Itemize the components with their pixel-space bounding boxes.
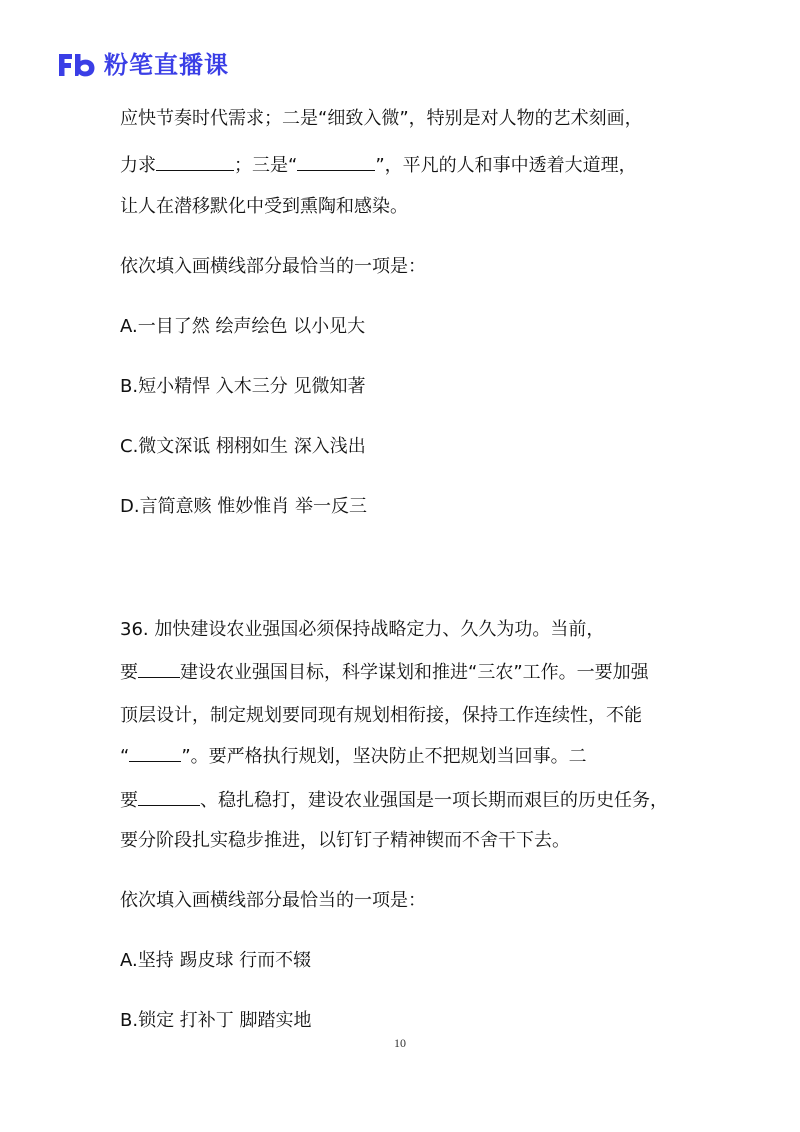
q36-prompt: 依次填入画横线部分最恰当的一项是： <box>120 890 426 911</box>
brand-name: 粉笔直播课 <box>104 51 229 79</box>
q35-prompt: 依次填入画横线部分最恰当的一项是： <box>120 256 426 277</box>
q35-option-a: A.一目了然 绘声绘色 以小见大 <box>120 316 366 337</box>
fill-blank <box>297 152 375 171</box>
q35-text-line: 让人在潜移默化中受到熏陶和感染。 <box>120 196 408 217</box>
q36-option-b: B.锁定 打补丁 脚踏实地 <box>120 1010 312 1031</box>
q36-text-line: 要 、稳扎稳打，建设农业强国是一项长期而艰巨的历史任务， <box>120 787 668 814</box>
q36-text-line: 要 建设农业强国目标，科学谋划和推进“三农”工作。一要加强 <box>120 659 649 686</box>
q35-text-line: 应快节奏时代需求；二是“细致入微”，特别是对人物的艺术刻画， <box>120 108 643 129</box>
q36-text-line: 36. 加快建设农业强国必须保持战略定力、久久为功。当前， <box>120 619 605 640</box>
fb-logo-icon <box>56 50 98 80</box>
q36-text-line: 要分阶段扎实稳步推进，以钉钉子精神锲而不舍干下去。 <box>120 830 570 851</box>
fill-blank <box>156 152 234 171</box>
brand-logo <box>56 50 229 80</box>
q36-option-a: A.坚持 踢皮球 行而不辍 <box>120 950 312 971</box>
q35-option-d: D.言简意赅 惟妙惟肖 举一反三 <box>120 496 368 517</box>
q36-text-line: “ ”。要严格执行规划，坚决防止不把规划当回事。二 <box>120 743 587 770</box>
q35-text-line: 力求 ；三是“ ”，平凡的人和事中透着大道理， <box>120 152 637 179</box>
fill-blank <box>138 787 200 806</box>
fill-blank <box>138 659 180 678</box>
fill-blank <box>129 743 181 762</box>
q35-option-b: B.短小精悍 入木三分 见微知著 <box>120 376 366 397</box>
page-number: 10 <box>394 1036 406 1050</box>
q36-text-line: 顶层设计，制定规划要同现有规划相衔接，保持工作连续性，不能 <box>120 705 642 726</box>
q35-option-c: C.微文深诋 栩栩如生 深入浅出 <box>120 436 366 457</box>
